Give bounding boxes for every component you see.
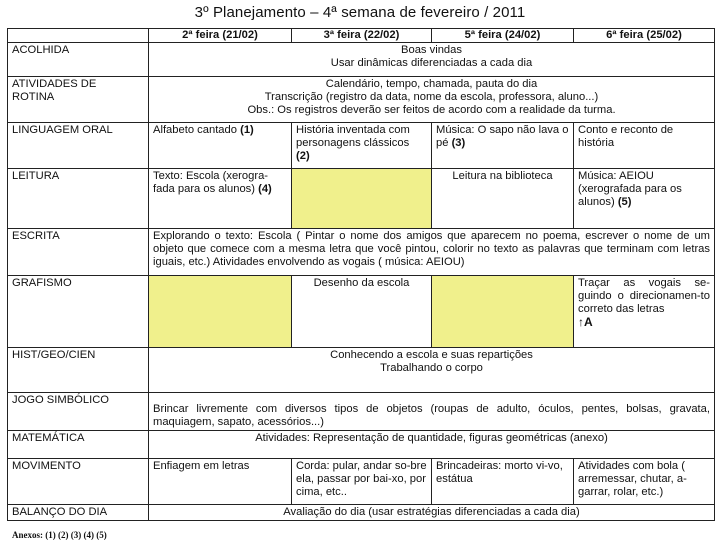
page-title: 3º Planejamento – 4ª semana de fevereiro / 2011	[194, 4, 526, 21]
header-monday: 2ª feira (21/02)	[149, 29, 292, 43]
movimento-tuesday: Corda: pular, andar so-bre ela, passar por bai-xo, por cima, etc..	[292, 459, 432, 505]
grafismo-thursday-empty	[432, 276, 574, 348]
leitura-friday-ref: (5)	[617, 196, 632, 208]
row-linguagem	[8, 123, 715, 169]
row-label-linguagem: LINGUAGEM ORAL	[8, 123, 149, 169]
row-label-matematica: MATEMÁTICA	[8, 431, 149, 459]
rotina-label-line-1: ATIVIDADES DE	[12, 78, 97, 90]
linguagem-thursday-ref: (3)	[451, 137, 466, 149]
row-balanco	[8, 505, 715, 521]
header-thursday: 5ª feira (24/02)	[432, 29, 574, 43]
row-label-escrita: ESCRITA	[8, 229, 149, 276]
row-label-grafismo: GRAFISMO	[8, 276, 149, 348]
linguagem-monday-text: Alfabeto cantado	[153, 124, 237, 136]
leitura-monday-ref: (4)	[258, 183, 272, 195]
movimento-friday: Atividades com bola ( arremessar, chutar, a-garrar, rolar, etc.)	[574, 459, 715, 505]
movimento-monday: Enfiagem em letras	[149, 459, 292, 505]
leitura-tuesday-empty	[292, 169, 432, 229]
row-rotina	[8, 77, 715, 123]
row-leitura	[8, 169, 715, 229]
leitura-monday-text: Texto: Escola (xerogra-fada para os alunos)	[153, 170, 269, 195]
annex-list: Anexos: (1) (2) (3) (4) (5)	[12, 530, 107, 540]
row-matematica	[8, 431, 715, 459]
row-acolhida	[8, 43, 715, 77]
linguagem-thursday-text: Música: O sapo não lava o pé	[436, 124, 569, 149]
balanco-content: Avaliação do dia (usar estratégias diferenciadas a cada dia)	[149, 505, 715, 521]
grafismo-friday	[574, 276, 715, 348]
jogo-content: Brincar livremente com diversos tipos de objetos (roupas de adulto, óculos, pentes, bolsas, gravata, maquiagem, sapato, acessórios...)	[149, 393, 715, 431]
row-movimento	[8, 459, 715, 505]
row-hist	[8, 348, 715, 393]
acolhida-line-2: Usar dinâmicas diferenciadas a cada dia	[330, 57, 533, 69]
rotina-line-3: Obs.: Os registros deverão ser feitos de acordo com a realidade da turma.	[247, 104, 616, 116]
row-label-balanco: BALANÇO DO DIA	[8, 505, 149, 521]
linguagem-monday-ref: (1)	[240, 124, 254, 136]
linguagem-monday	[149, 123, 292, 169]
grafismo-friday-text: Traçar as vogais se-guindo o direcionamen-to correto das letras	[578, 277, 710, 315]
linguagem-friday: Conto e reconto de história	[574, 123, 715, 169]
rotina-label-line-2: ROTINA	[12, 91, 55, 103]
escrita-content: Explorando o texto: Escola ( Pintar o nome dos amigos que aparecem no poema, escrever o nome de um objeto que comece com a mesma letra que você pintou, colorir no texto as palavras que terminam com letras iguais, etc.) Atividades envolvendo as vogais ( música: AEIOU)	[149, 229, 715, 276]
leitura-friday-line-2: (xerografada para os alunos)	[578, 183, 682, 208]
header-tuesday: 3ª feira (22/02)	[292, 29, 432, 43]
rotina-content	[149, 77, 715, 123]
row-grafismo	[8, 276, 715, 348]
hist-line-2: Trabalhando o corpo	[380, 362, 483, 374]
row-escrita	[8, 229, 715, 276]
linguagem-tuesday-text: História inventada com personagens clássicos	[296, 124, 410, 149]
leitura-thursday: Leitura na biblioteca	[432, 169, 574, 229]
row-jogo	[8, 393, 715, 431]
grafismo-monday-empty	[149, 276, 292, 348]
hist-content	[149, 348, 715, 393]
leitura-monday	[149, 169, 292, 229]
row-label-acolhida: ACOLHIDA	[8, 43, 149, 77]
linguagem-thursday	[432, 123, 574, 169]
linguagem-tuesday-ref: (2)	[296, 150, 310, 162]
movimento-thursday: Brincadeiras: morto vi-vo, estátua	[432, 459, 574, 505]
acolhida-line-1: Boas vindas	[401, 44, 462, 56]
row-label-rotina	[8, 77, 149, 123]
planning-table	[7, 28, 715, 521]
acolhida-content	[149, 43, 715, 77]
header-friday: 6ª feira (25/02)	[574, 29, 715, 43]
hist-line-1: Conhecendo a escola e suas repartições	[330, 349, 533, 361]
grafismo-tuesday: Desenho da escola	[292, 276, 432, 348]
rotina-line-1: Calendário, tempo, chamada, pauta do dia	[325, 78, 538, 90]
linguagem-tuesday	[292, 123, 432, 169]
row-label-hist: HIST/GEO/CIEN	[8, 348, 149, 393]
row-label-jogo: JOGO SIMBÓLICO	[8, 393, 149, 431]
rotina-line-2: Transcrição (registro da data, nome da escola, professora, aluno...)	[264, 91, 599, 103]
pencil-letter-icon: ↑A	[578, 315, 593, 329]
leitura-friday-line-1: Música: AEIOU	[578, 170, 654, 182]
header-corner	[8, 29, 149, 43]
header-row	[8, 29, 715, 43]
row-label-leitura: LEITURA	[8, 169, 149, 229]
matematica-content: Atividades: Representação de quantidade, figuras geométricas (anexo)	[149, 431, 715, 459]
leitura-friday	[574, 169, 715, 229]
row-label-movimento: MOVIMENTO	[8, 459, 149, 505]
